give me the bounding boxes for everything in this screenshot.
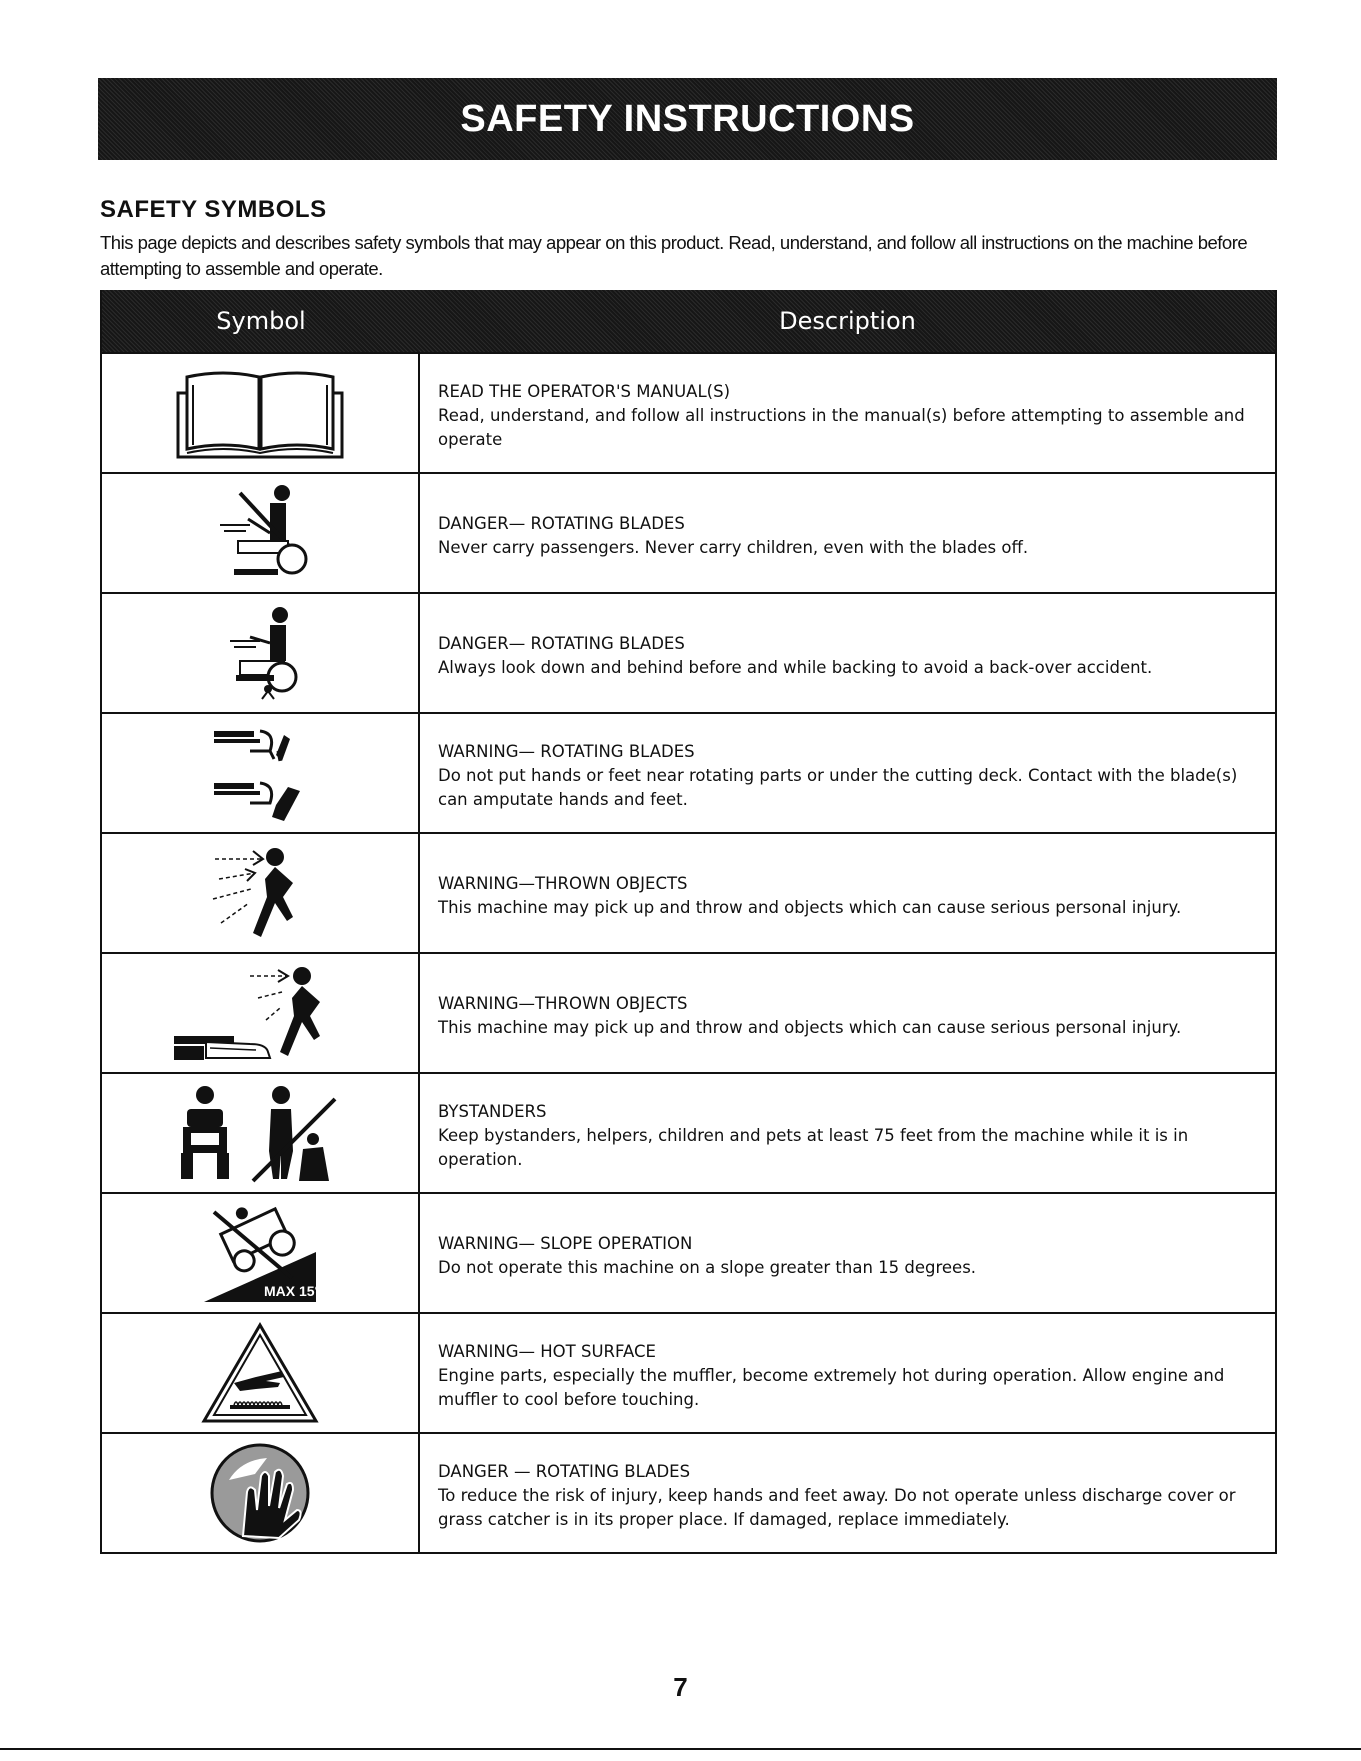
blade-hands-feet-icon: [210, 721, 310, 825]
page-number: 7: [673, 1672, 688, 1702]
safety-symbols-table: [100, 290, 1277, 1554]
table-row: [102, 1072, 1275, 1192]
table-row: [102, 1432, 1275, 1552]
row-title: WARNING— SLOPE OPERATION: [438, 1234, 693, 1253]
row-text: Read, understand, and follow all instructions in the manual(s) before attempting to assemble and operate: [438, 406, 1245, 449]
description-cell: [420, 1194, 1275, 1312]
table-row: [102, 592, 1275, 712]
table-row: [102, 352, 1275, 472]
symbol-column-header: Symbol: [216, 307, 306, 335]
description-cell: [420, 354, 1275, 472]
section-title: SAFETY SYMBOLS: [100, 196, 327, 223]
row-title: WARNING—THROWN OBJECTS: [438, 874, 688, 893]
description-cell: [420, 834, 1275, 952]
row-text: Keep bystanders, helpers, children and pets at least 75 feet from the machine while it is in operation.: [438, 1126, 1189, 1169]
row-text: Never carry passengers. Never carry children, even with the blades off.: [438, 538, 1029, 557]
symbol-cell: [102, 1314, 420, 1432]
table-row: [102, 472, 1275, 592]
description-cell: [420, 1434, 1275, 1552]
table-row: [102, 952, 1275, 1072]
no-passengers-icon: [210, 483, 310, 583]
banner-title: SAFETY INSTRUCTIONS: [460, 97, 915, 140]
slope-label: MAX 15°: [264, 1283, 320, 1299]
description-cell: [420, 714, 1275, 832]
bottom-rule: [0, 1748, 1361, 1750]
symbol-cell: [102, 954, 420, 1072]
row-text: Do not put hands or feet near rotating parts or under the cutting deck. Contact with the blade(s) can amputate hands and feet.: [438, 766, 1238, 809]
symbol-cell: [102, 1074, 420, 1192]
table-header: [102, 290, 1275, 352]
row-title: BYSTANDERS: [438, 1102, 547, 1121]
description-cell: [420, 1074, 1275, 1192]
row-title: DANGER — ROTATING BLADES: [438, 1462, 691, 1481]
hot-surface-icon: [200, 1321, 320, 1425]
row-text: To reduce the risk of injury, keep hands and feet away. Do not operate unless discharge cover or grass catcher is in its proper place. If damaged, replace immediately.: [438, 1486, 1236, 1529]
description-cell: [420, 594, 1275, 712]
description-cell: [420, 1314, 1275, 1432]
symbol-cell: [102, 834, 420, 952]
row-title: DANGER— ROTATING BLADES: [438, 514, 685, 533]
symbol-cell: [102, 714, 420, 832]
table-row: [102, 1192, 1275, 1312]
intro-paragraph: This page depicts and describes safety symbols that may appear on this product. Read, understand, and follow all instructions on the machine before attempting to assemble and operate.: [100, 232, 1248, 279]
row-title: WARNING— ROTATING BLADES: [438, 742, 695, 761]
row-title: DANGER— ROTATING BLADES: [438, 634, 685, 653]
description-cell: [420, 954, 1275, 1072]
row-title: READ THE OPERATOR'S MANUAL(S): [438, 382, 731, 401]
description-column-header: Description: [779, 307, 916, 335]
symbol-cell: [102, 594, 420, 712]
description-cell: [420, 474, 1275, 592]
row-text: This machine may pick up and throw and objects which can cause serious personal injury.: [438, 1018, 1182, 1037]
table-row: [102, 712, 1275, 832]
row-text: Always look down and behind before and while backing to avoid a back-over accident.: [438, 658, 1153, 677]
symbol-cell: [102, 474, 420, 592]
thrown-objects-icon: [205, 839, 315, 947]
bystanders-icon: [175, 1081, 345, 1185]
symbol-cell: [102, 1434, 420, 1552]
slope-operation-icon: [200, 1198, 320, 1308]
row-text: This machine may pick up and throw and objects which can cause serious personal injury.: [438, 898, 1182, 917]
symbol-cell: [102, 354, 420, 472]
row-text: Do not operate this machine on a slope greater than 15 degrees.: [438, 1258, 977, 1277]
keep-hands-away-icon: [207, 1440, 313, 1546]
row-title: WARNING— HOT SURFACE: [438, 1342, 656, 1361]
symbol-cell: [102, 1194, 420, 1312]
table-row: [102, 832, 1275, 952]
table-row: [102, 1312, 1275, 1432]
thrown-objects-deck-icon: [170, 958, 350, 1068]
operator-manual-icon: [175, 365, 345, 461]
row-text: Engine parts, especially the muffler, become extremely hot during operation. Allow engine and muffler to cool before touching.: [438, 1366, 1225, 1409]
backover-icon: [210, 603, 310, 703]
page-banner: [98, 78, 1277, 160]
row-title: WARNING—THROWN OBJECTS: [438, 994, 688, 1013]
